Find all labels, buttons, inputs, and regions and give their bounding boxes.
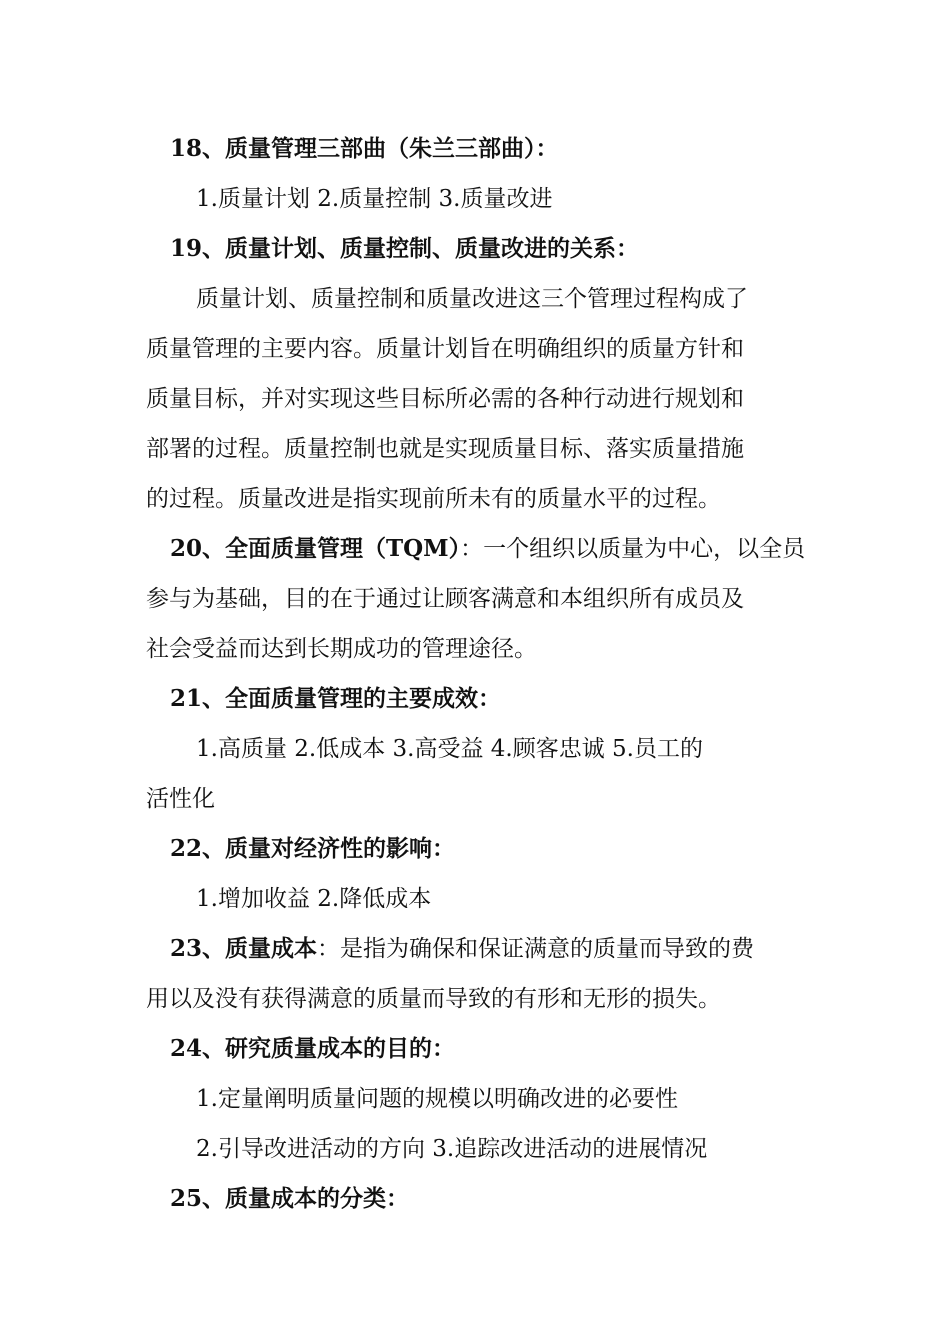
section-20-line-3: 社会受益而达到长期成功的管理途径。: [146, 636, 537, 662]
section-19-line-1: 质量计划、质量控制和质量改进这三个管理过程构成了: [196, 286, 748, 312]
section-24-line-1: 1.定量阐明质量问题的规模以明确改进的必要性: [196, 1086, 678, 1112]
section-21-heading: 21、全面质量管理的主要成效：: [170, 685, 502, 712]
section-23-definition-start: ：是指为确保和保证满意的质量而导致的费: [317, 936, 755, 962]
section-23-line-1: [170, 924, 840, 974]
section-20-line-1: [170, 524, 840, 574]
section-20-term: 20、全面质量管理（TQM）: [170, 535, 461, 562]
section-24-heading: 24、研究质量成本的目的：: [170, 1035, 456, 1062]
section-21-line-1: 1.高质量 2.低成本 3.高受益 4.顾客忠诚 5.员工的: [196, 736, 703, 762]
section-23-term: 23、质量成本: [170, 935, 318, 962]
section-19-line-2: 质量管理的主要内容。质量计划旨在明确组织的质量方针和: [146, 336, 744, 362]
section-18-items: 1.质量计划 2.质量控制 3.质量改进: [196, 186, 553, 212]
section-19-line-5: 的过程。质量改进是指实现前所未有的质量水平的过程。: [146, 486, 721, 512]
section-19-line-3: 质量目标，并对实现这些目标所必需的各种行动进行规划和: [146, 386, 744, 412]
section-19-heading: 19、质量计划、质量控制、质量改进的关系：: [170, 235, 640, 262]
section-21-line-2: 活性化: [146, 786, 215, 812]
section-23-line-2: 用以及没有获得满意的质量而导致的有形和无形的损失。: [146, 986, 721, 1012]
section-25-heading: 25、质量成本的分类：: [170, 1185, 410, 1212]
section-18-heading: 18、质量管理三部曲（朱兰三部曲）：: [170, 135, 559, 162]
section-20-definition-start: ：一个组织以质量为中心，以全员: [460, 536, 806, 562]
section-22-items: 1.增加收益 2.降低成本: [196, 886, 432, 912]
section-19-line-4: 部署的过程。质量控制也就是实现质量目标、落实质量措施: [146, 436, 744, 462]
section-24-line-2: 2.引导改进活动的方向 3.追踪改进活动的进展情况: [196, 1136, 708, 1162]
section-22-heading: 22、质量对经济性的影响：: [170, 835, 456, 862]
section-20-line-2: 参与为基础，目的在于通过让顾客满意和本组织所有成员及: [146, 586, 744, 612]
